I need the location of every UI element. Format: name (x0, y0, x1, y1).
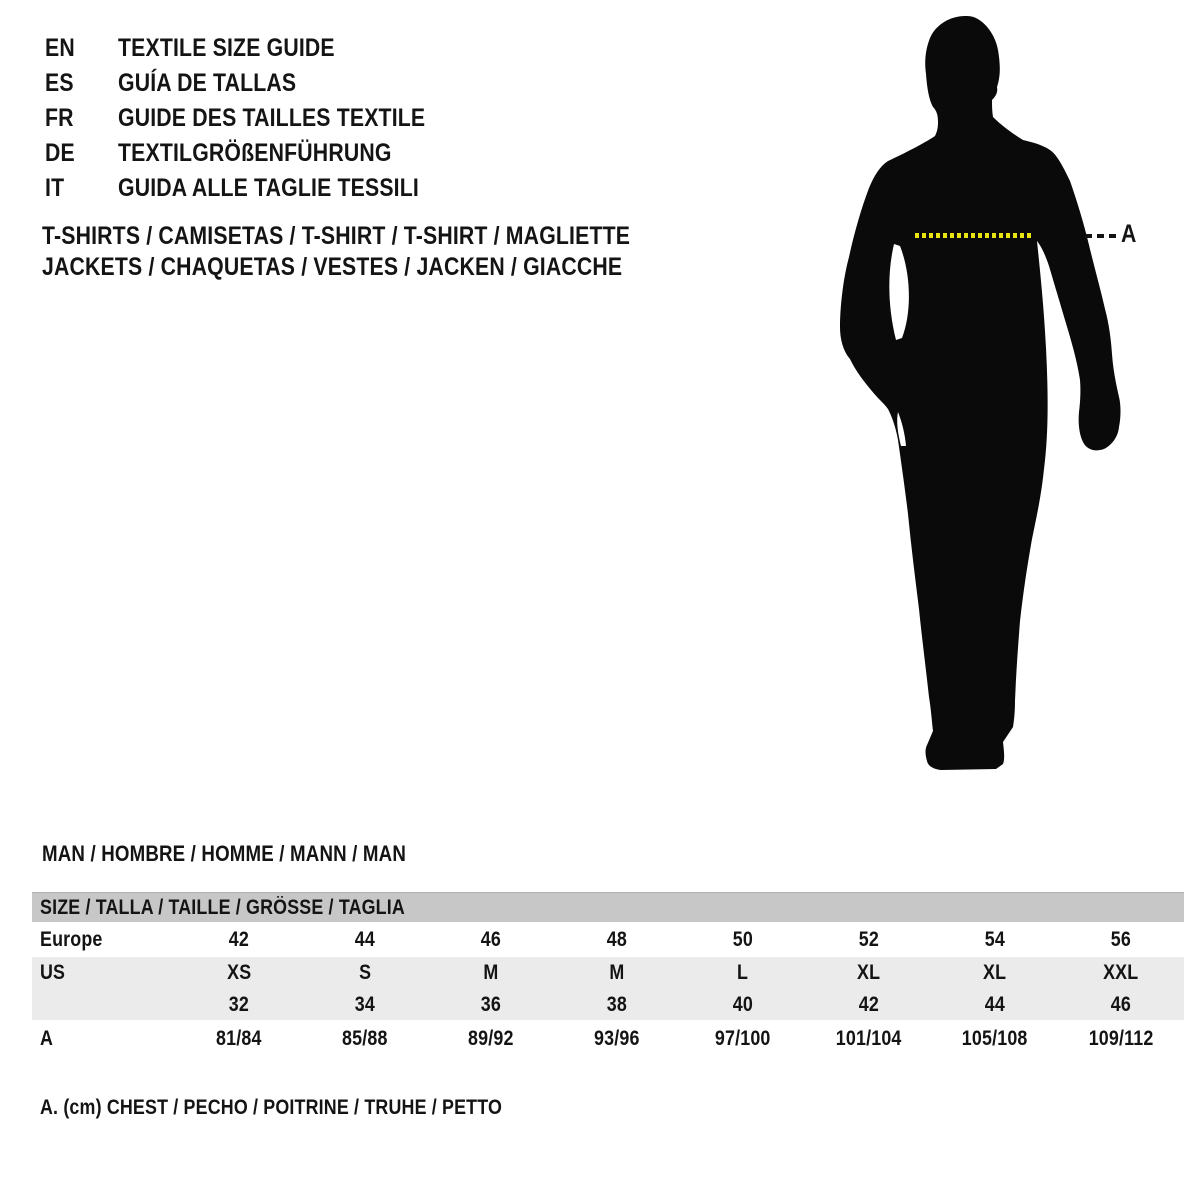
size-cell: 89/92 (468, 1027, 514, 1050)
size-cell: 32 (228, 992, 250, 1016)
table-row-us (32, 957, 1184, 989)
size-cell: 42 (228, 927, 250, 951)
size-cell: 44 (354, 927, 376, 951)
size-cell: XS (226, 961, 252, 984)
chest-measure-line (915, 233, 1031, 238)
size-cell: 48 (606, 927, 628, 951)
size-cell: 109/112 (1088, 1027, 1154, 1050)
measure-leader-line (1085, 234, 1118, 238)
language-label: GUIDE DES TAILLES TEXTILE (118, 104, 426, 132)
size-cell: 46 (480, 927, 502, 951)
section-title: MAN / HOMBRE / HOMME / MANN / MAN (42, 841, 407, 866)
size-cell: 52 (858, 927, 880, 951)
language-label: GUIDA ALLE TAGLIE TESSILI (118, 174, 419, 202)
language-row (45, 31, 480, 66)
category-line-jackets: JACKETS / CHAQUETAS / VESTES / JACKEN / GIACCHE (42, 253, 623, 281)
size-cell: M (483, 961, 499, 984)
size-cell: 101/104 (836, 1027, 902, 1050)
language-row (45, 171, 480, 206)
size-cell: 44 (984, 992, 1006, 1016)
size-cell: 46 (1110, 992, 1132, 1016)
measurement-footnote: A. (cm) CHEST / PECHO / POITRINE / TRUHE / PETTO (40, 1096, 503, 1119)
size-table-header: SIZE / TALLA / TAILLE / GRÖSSE / TAGLIA (32, 892, 1184, 922)
language-label: TEXTILE SIZE GUIDE (118, 34, 335, 62)
size-cell: 42 (858, 992, 880, 1016)
language-label: GUÍA DE TALLAS (118, 69, 297, 97)
size-cell: 34 (354, 992, 376, 1016)
row-label: A (40, 1027, 54, 1050)
size-cell: L (737, 961, 749, 984)
language-code: FR (45, 104, 74, 132)
size-cell: XL (857, 961, 881, 984)
size-table-grid (32, 922, 1184, 1058)
language-code: ES (45, 69, 74, 97)
language-row (45, 66, 480, 101)
size-cell: 93/96 (594, 1027, 640, 1050)
size-cell: 38 (606, 992, 628, 1016)
table-row-numeric (32, 989, 1184, 1020)
size-cell: 54 (984, 927, 1006, 951)
table-row-chest-a (32, 1020, 1184, 1058)
size-cell: XL (983, 961, 1007, 984)
man-silhouette-figure (838, 8, 1122, 772)
man-silhouette-path (840, 16, 1121, 770)
row-label: Europe (40, 927, 103, 951)
language-code: DE (45, 139, 75, 167)
size-cell: 40 (732, 992, 754, 1016)
size-cell: 36 (480, 992, 502, 1016)
size-cell: 105/108 (962, 1027, 1028, 1050)
category-line-tshirts: T-SHIRTS / CAMISETAS / T-SHIRT / T-SHIRT / MAGLIETTE (42, 222, 631, 250)
language-row (45, 136, 480, 171)
size-cell: 50 (732, 927, 754, 951)
measure-label-a: A (1121, 220, 1137, 248)
language-guide (45, 31, 480, 206)
size-cell: 97/100 (715, 1027, 771, 1050)
table-row-europe (32, 922, 1184, 957)
size-cell: 85/88 (342, 1027, 388, 1050)
product-categories (42, 221, 734, 283)
language-label: TEXTILGRÖßENFÜHRUNG (118, 139, 392, 167)
size-table (32, 892, 1184, 1058)
size-cell: 81/84 (216, 1027, 262, 1050)
size-cell: XXL (1103, 961, 1139, 984)
row-label: US (40, 961, 66, 984)
man-silhouette-icon (838, 8, 1122, 772)
language-code: EN (45, 34, 75, 62)
language-code: IT (45, 174, 65, 202)
language-row (45, 101, 480, 136)
size-cell: M (609, 961, 625, 984)
size-cell: S (358, 961, 372, 984)
size-cell: 56 (1110, 927, 1132, 951)
